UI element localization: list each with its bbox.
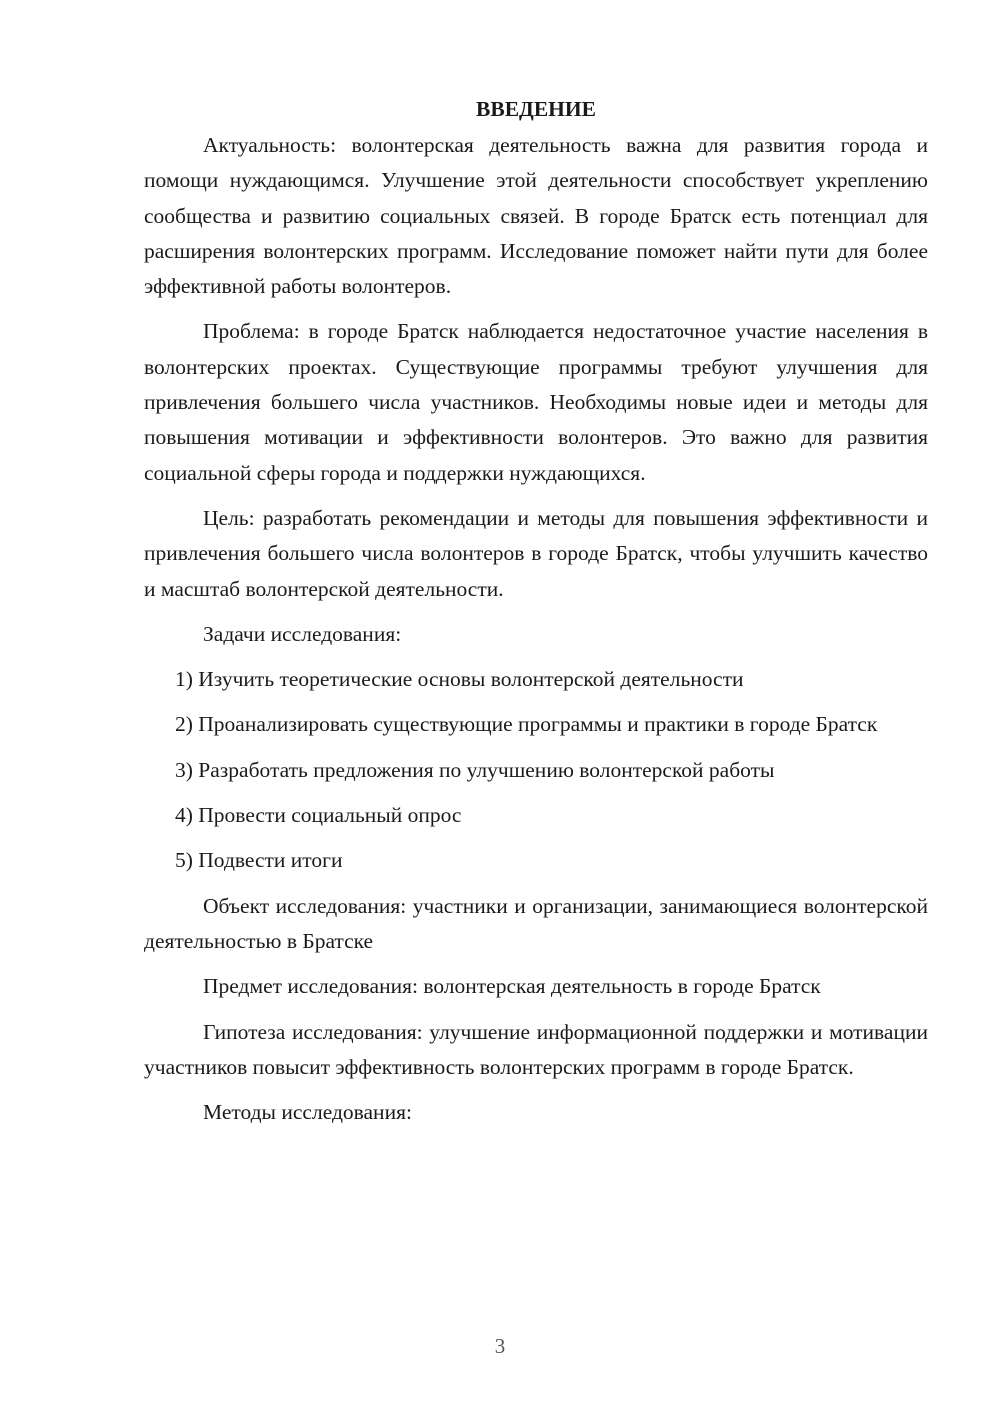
page-title: ВВЕДЕНИЕ: [476, 97, 596, 121]
problem-paragraph: Проблема: в городе Братск наблюдается недостаточное участие населения в волонтерских проектах. Существующие программы требуют улучшения для привлечения большего числа участников. Необходимы новые идеи и методы для повышения мотивации и эффективности волонтеров. Это важно для развития социальной сферы города и поддержки нуждающихся.: [144, 319, 928, 485]
document-page: [144, 92, 928, 1140]
task-item: 4) Провести социальный опрос: [175, 803, 462, 828]
relevance-paragraph: Актуальность: волонтерская деятельность важна для развития города и помощи нуждающимся. Улучшение этой деятельности способствует укреплению сообщества и развитию социальных связей. В городе Братск есть потенциал для расширения волонтерских программ. Исследование поможет найти пути для более эффективной работы волонтеров.: [144, 133, 928, 299]
subject-paragraph: Предмет исследования: волонтерская деятельность в городе Братск: [203, 974, 821, 999]
task-item: 1) Изучить теоретические основы волонтерской деятельности: [175, 667, 744, 692]
page-number: 3: [494, 1334, 506, 1358]
goal-paragraph: Цель: разработать рекомендации и методы для повышения эффективности и привлечения большего числа волонтеров в городе Братск, чтобы улучшить качество и масштаб волонтерской деятельности.: [144, 505, 928, 601]
hypothesis-paragraph: Гипотеза исследования: улучшение информационной поддержки и мотивации участников повысит эффективность волонтерских программ в городе Братск.: [144, 1019, 928, 1079]
task-item: 2) Проанализировать существующие программы и практики в городе Братск: [175, 712, 878, 737]
task-item: 5) Подвести итоги: [175, 848, 343, 873]
methods-heading: Методы исследования:: [203, 1100, 412, 1125]
object-paragraph: Объект исследования: участники и организации, занимающиеся волонтерской деятельностью в Братске: [144, 893, 928, 953]
tasks-heading: Задачи исследования:: [203, 621, 402, 646]
task-item: 3) Разработать предложения по улучшению волонтерской работы: [175, 757, 775, 782]
